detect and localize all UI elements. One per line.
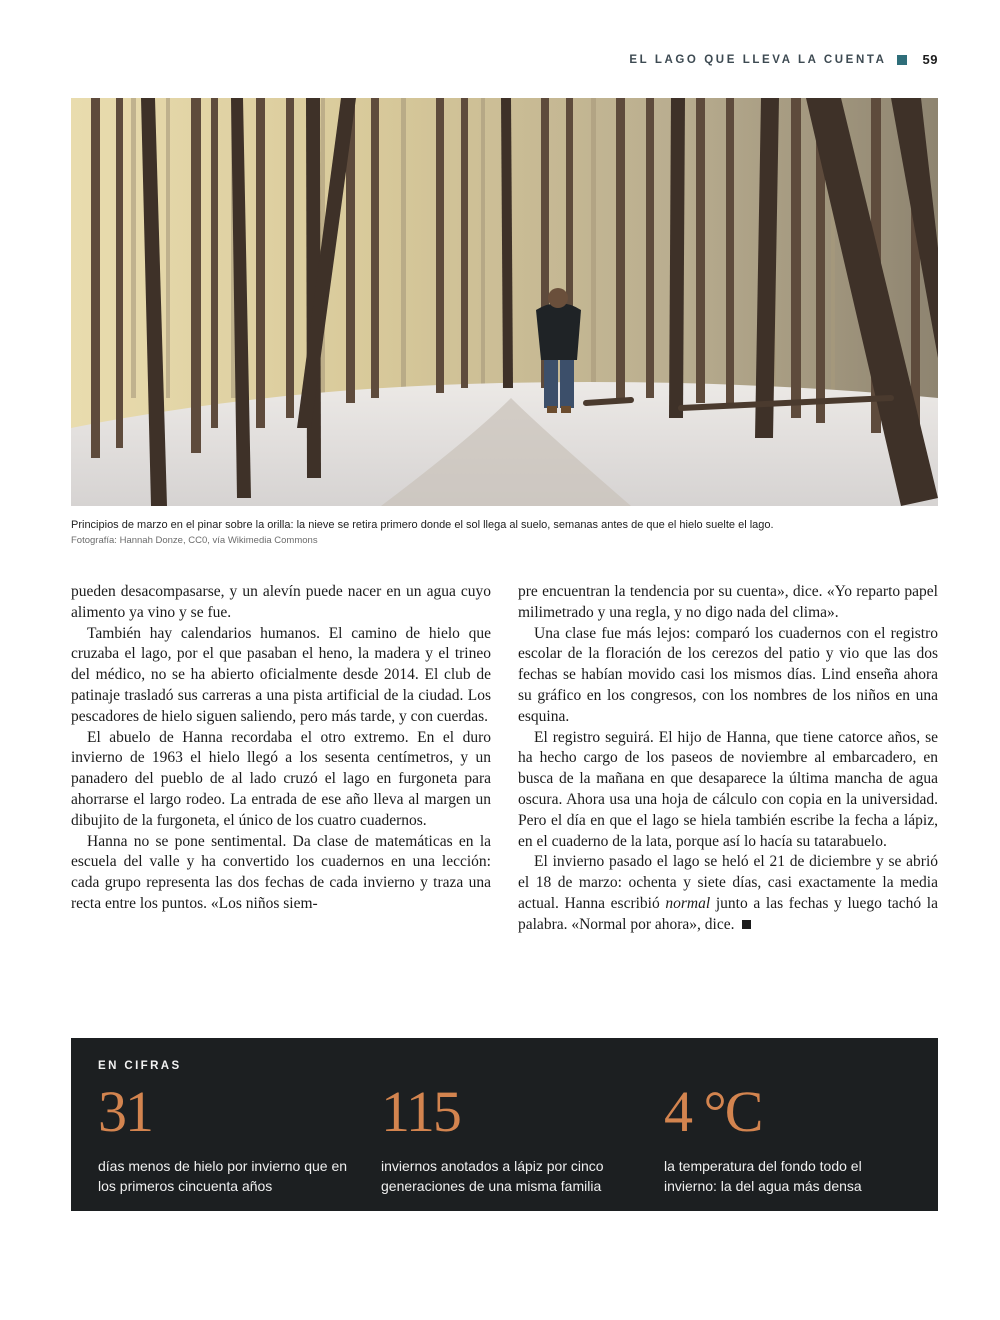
stat-item — [381, 1080, 631, 1196]
paragraph: pre encuentran la tendencia por su cuenta», dice. «Yo reparto papel milimetrado y una regla, y no digo nada del clima». — [518, 583, 938, 621]
final-paragraph — [518, 852, 938, 935]
stat-item — [98, 1080, 348, 1196]
paragraph: Hanna no se pone sentimental. Da clase de matemáticas en la escuela del valle y ha convertido los cuadernos en una lección: cada grupo representa las dos fechas de cada invierno y traza una recta entre los puntos. «Los niños siem- — [71, 832, 491, 912]
page-number: 59 — [922, 52, 938, 67]
forest-photo — [71, 98, 938, 506]
stat-description: inviernos anotados a lápiz por cinco generaciones de una misma familia — [381, 1158, 604, 1194]
stat-description: días menos de hielo por invierno que en los primeros cincuenta años — [98, 1158, 348, 1194]
paragraph: También hay calendarios humanos. El camino de hielo que cruzaba el lago, por el que pasaban el heno, la madera y el trineo del médico, no se ha abierto oficialmente desde 2014. El club de patinaje trasladó sus carreras a una pista artificial de la ciudad. Los pescadores de hielo siguen saliendo, pero más tarde, y con cuerdas. — [71, 624, 491, 725]
paragraph: pueden desacompasarse, y un alevín puede nacer en un agua cuyo alimento ya vino y se fue. — [71, 583, 491, 621]
section-title: EL LAGO QUE LLEVA LA CUENTA — [629, 53, 887, 66]
paragraph: El abuelo de Hanna recordaba el otro extremo. En el duro invierno de 1963 el hielo llegó a los sesenta centímetros, y un panadero del pueblo de al lado cruzó el lago en furgoneta para ahorrarse el largo rodeo. La entrada de ese año lleva al margen un dibujito de la furgoneta, el único de los cuatro cuadernos. — [71, 728, 491, 829]
running-head — [629, 52, 938, 67]
end-mark-square — [742, 920, 751, 929]
stat-value: 4 °C — [664, 1079, 762, 1144]
article-column-left — [71, 582, 491, 915]
figures-label: EN CIFRAS — [98, 1060, 182, 1072]
figures-box — [71, 1038, 938, 1211]
article-column-right — [518, 582, 938, 936]
emphasis-word: normal — [665, 894, 711, 912]
stat-item — [664, 1080, 914, 1196]
section-marker-square — [897, 55, 907, 65]
stat-description: la temperatura del fondo todo el invierno: la del agua más densa — [664, 1158, 862, 1194]
photo-credit: Fotografía: Hannah Donze, CC0, vía Wikimedia Commons — [71, 535, 318, 546]
paragraph: Una clase fue más lejos: comparó los cuadernos con el registro escolar de la floración de los cerezos del patio y vio que las dos fechas se habían movido casi los mismos días. Lind enseña ahora su gráfico en los congresos, con los nombres de los niños en una esquina. — [518, 624, 938, 725]
stat-value: 115 — [381, 1079, 460, 1144]
final-paragraph-text: El invierno pasado el lago se heló el 21 de diciembre y se abrió el 18 de marzo: ochenta y siete días, casi exactamente la media actual. Hanna escribió — [518, 853, 938, 912]
stat-value: 31 — [98, 1079, 152, 1144]
paragraph: El registro seguirá. El hijo de Hanna, que tiene catorce años, se ha hecho cargo de los paseos de noviembre al embarcadero, en busca de la mañana en que desaparece la última mancha de agua oscura. Ahora usa una hoja de cálculo con copia en la universidad. Pero el día en que el lago se hiela también escribe la fecha a lápiz, en el cuaderno de la lata, porque así lo hacía su tatarabuelo. — [518, 728, 938, 850]
photo-caption: Principios de marzo en el pinar sobre la orilla: la nieve se retira primero donde el sol llega al suelo, semanas antes de que el hielo suelte el lago. — [71, 519, 774, 531]
final-paragraph-text-end: junto a las fechas y luego tachó la palabra. «Normal por ahora», dice. — [518, 894, 938, 933]
